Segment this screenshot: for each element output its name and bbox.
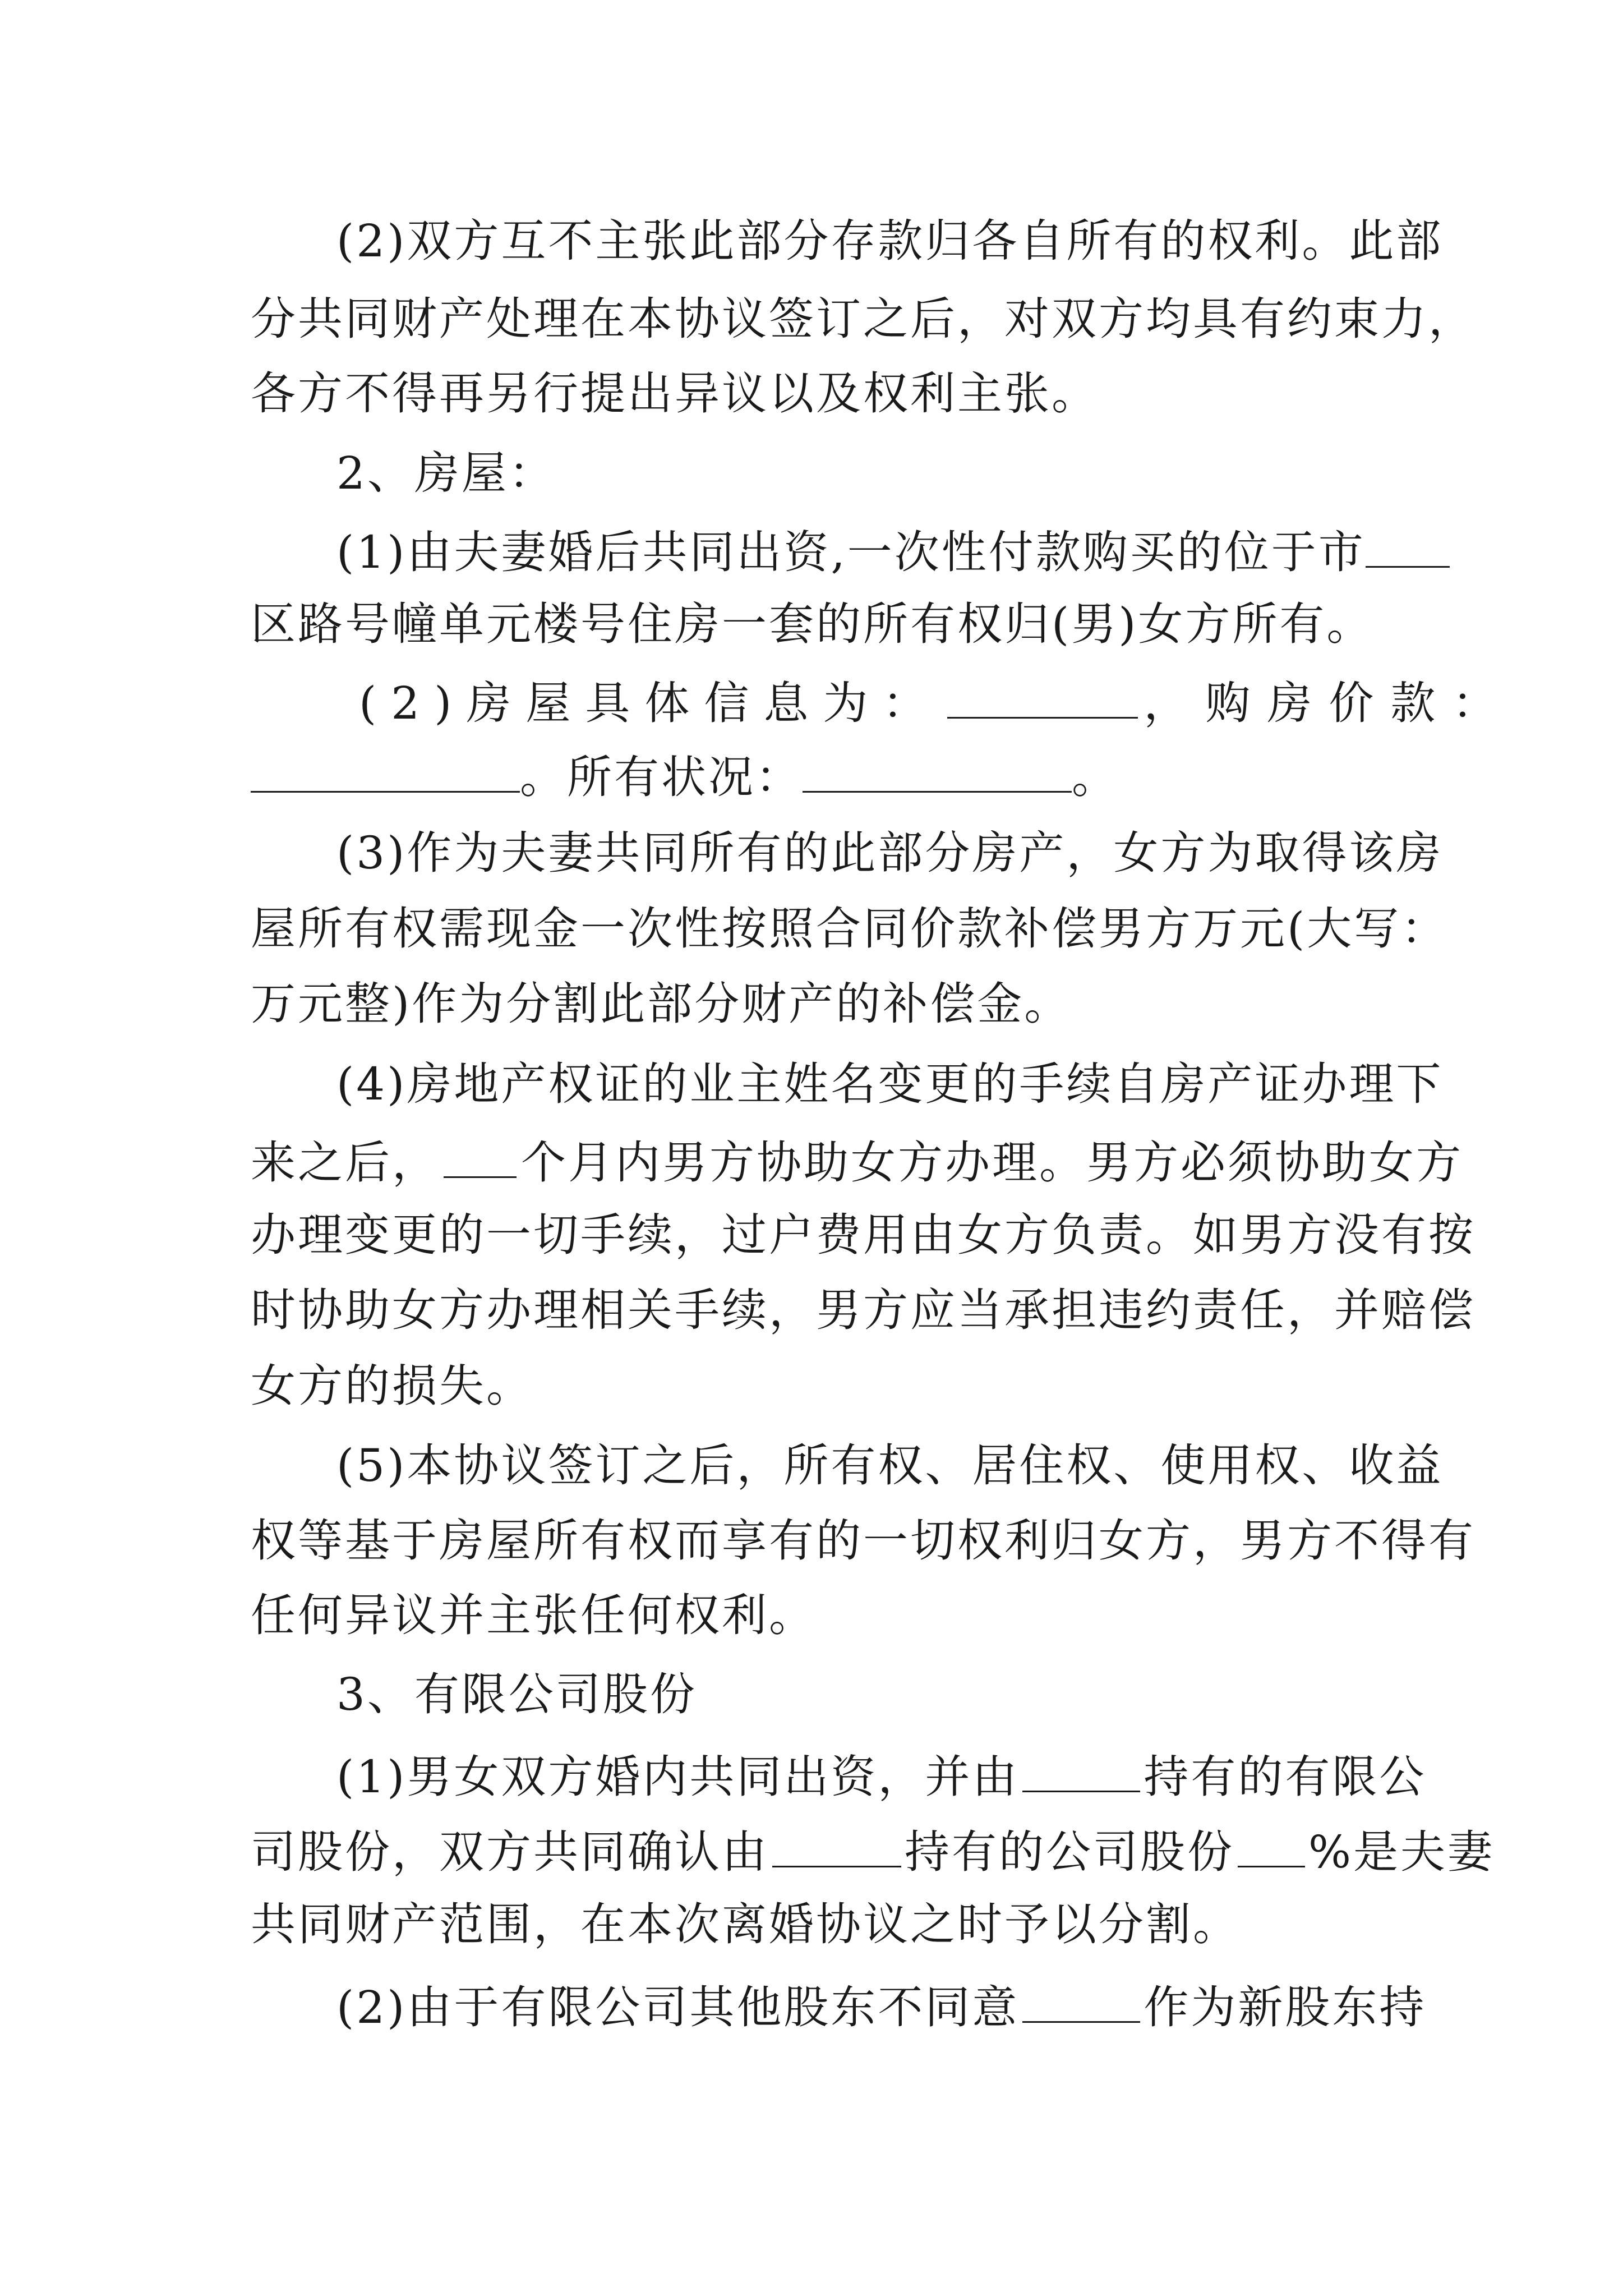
section-heading: 2、房屋：	[336, 447, 556, 499]
paragraph-line: 司股份，双方共同确认由 持有的公司股份 %是夫妻	[251, 1821, 1378, 1877]
paragraph-line: (1)男女双方婚内共同出资，并由 持有的有限公	[336, 1746, 1378, 1802]
paragraph-line: (5)本协议签订之后，所有权、居住权、使用权、收益	[336, 1439, 1444, 1492]
fill-blank	[947, 672, 1138, 719]
paragraph-line: (3)作为夫妻共同所有的此部分房产，女方为取得该房	[336, 827, 1444, 879]
fill-blank	[1238, 1821, 1305, 1867]
paragraph-line: 权等基于房屋所有权而享有的一切权利归女方，男方不得有	[251, 1515, 1476, 1567]
paragraph-line: 分共同财产处理在本协议签订之后，对双方均具有约束力，	[251, 293, 1476, 345]
paragraph-line: (2)双方互不主张此部分存款归各自所有的权利。此部	[336, 215, 1444, 267]
fill-blank	[1022, 1976, 1140, 2023]
paragraph-line: 女方的损失。	[251, 1360, 533, 1412]
fill-blank	[1022, 1746, 1140, 1792]
paragraph-line: 。所有状况： 。	[251, 746, 1378, 802]
paragraph-line: 屋所有权需现金一次性按照合同价款补偿男方万元(大写：	[251, 903, 1449, 955]
paragraph-line: 办理变更的一切手续，过户费用由女方负责。如男方没有按	[251, 1209, 1476, 1261]
fill-blank	[444, 1131, 517, 1178]
fill-blank	[772, 1821, 901, 1867]
fill-blank	[251, 746, 520, 793]
paragraph-line: 区路号幢单元楼号住房一套的所有权归(男)女方所有。	[251, 598, 1374, 650]
paragraph-line: 来之后， 个月内男方协助女方办理。男方必须协助女方	[251, 1131, 1378, 1188]
section-heading: 3、有限公司股份	[336, 1668, 697, 1720]
paragraph-line: 共同财产范围，在本次离婚协议之时予以分割。	[251, 1898, 1240, 1950]
paragraph-line: 时协助女方办理相关手续，男方应当承担违约责任，并赔偿	[251, 1284, 1476, 1336]
paragraph-line: (2)房屋具体信息为： ，购房价款：	[359, 672, 1380, 728]
paragraph-line: (1)由夫妻婚后共同出资,一次性付款购买的位于市	[336, 521, 1378, 577]
fill-blank	[803, 746, 1072, 793]
paragraph-line: 各方不得再另行提出异议以及权利主张。	[251, 367, 1099, 420]
paragraph-line: 任何异议并主张任何权利。	[251, 1589, 816, 1641]
fill-blank	[1366, 521, 1450, 568]
paragraph-line: (4)房地产权证的业主姓名变更的手续自房产证办理下	[336, 1058, 1444, 1110]
paragraph-line: (2)由于有限公司其他股东不同意 作为新股东持	[336, 1976, 1378, 2032]
paragraph-line: 万元整)作为分割此部分财产的补偿金。	[251, 978, 1072, 1030]
